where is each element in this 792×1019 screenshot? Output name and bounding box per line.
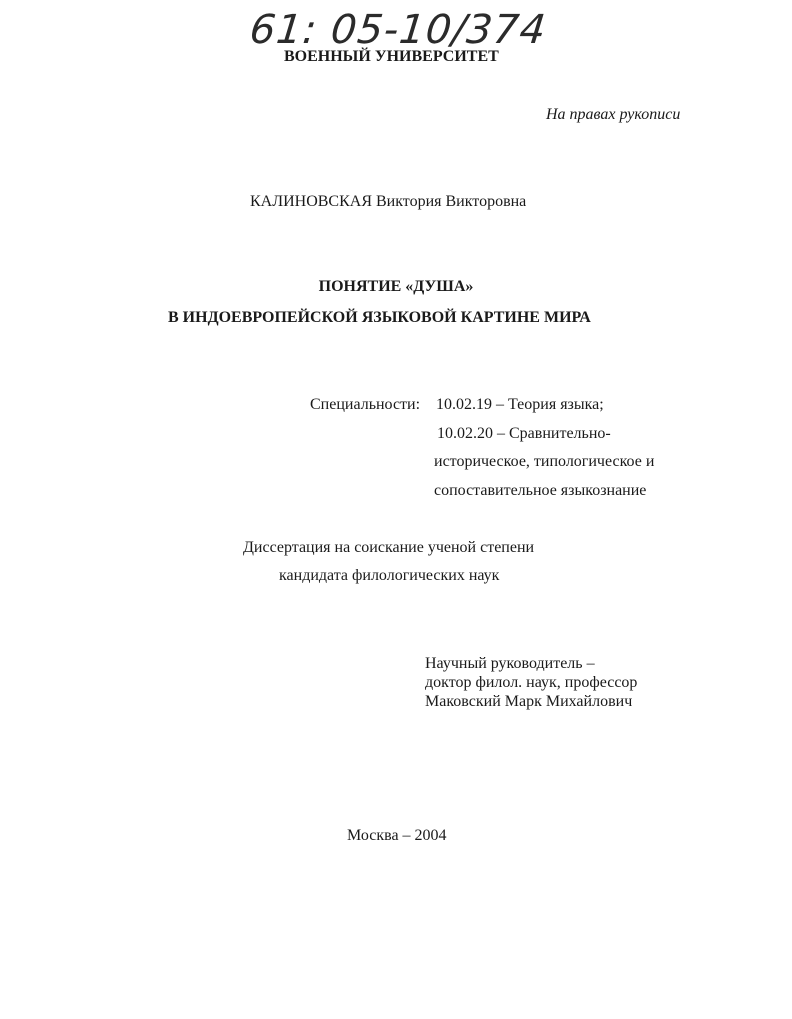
handwritten-archive-number: 61: 05-10/374: [247, 7, 549, 53]
specialty-line: сопоставительное языкознание: [434, 482, 647, 499]
specialty-line: историческое, типологическое и: [434, 453, 655, 470]
author-name: КАЛИНОВСКАЯ Виктория Викторовна: [250, 193, 527, 210]
title-line-1: ПОНЯТИЕ «ДУША»: [318, 278, 474, 295]
specialties-label: Специальности:: [310, 396, 421, 413]
supervisor-line-3: Маковский Марк Михайлович: [425, 693, 633, 710]
city-and-year: Москва – 2004: [347, 827, 447, 844]
supervisor-line-2: доктор филол. наук, профессор: [425, 674, 638, 691]
dissertation-degree-line-2: кандидата филологических наук: [279, 567, 500, 584]
specialty-line: 10.02.20 – Сравнительно-: [437, 425, 611, 442]
specialty-line: 10.02.19 – Теория языка;: [436, 396, 604, 413]
supervisor-line-1: Научный руководитель –: [425, 655, 595, 672]
rights-note: На правах рукописи: [546, 106, 681, 123]
university-name: ВОЕННЫЙ УНИВЕРСИТЕТ: [284, 48, 499, 65]
title-line-2: В ИНДОЕВРОПЕЙСКОЙ ЯЗЫКОВОЙ КАРТИНЕ МИРА: [168, 309, 591, 326]
dissertation-degree-line-1: Диссертация на соискание ученой степени: [243, 539, 535, 556]
